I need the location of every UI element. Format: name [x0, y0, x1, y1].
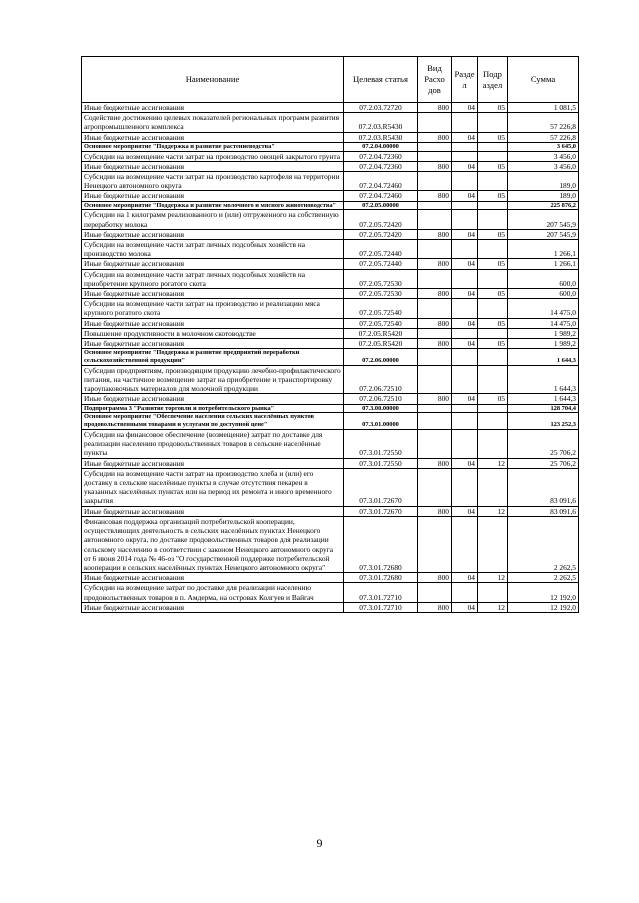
row-subsection [478, 365, 508, 394]
row-amount: 225 876,2 [508, 201, 579, 210]
row-amount: 2 262,5 [508, 573, 579, 583]
row-subsection: 05 [478, 161, 508, 171]
row-name: Субсидии на возмещение части затрат на производство картофеля на территории Ненецкого автономного округа [82, 172, 344, 191]
row-expense-type: 800 [418, 161, 452, 171]
row-section [452, 151, 478, 161]
row-amount: 128 704,4 [508, 404, 579, 413]
table-row [82, 328, 579, 338]
row-section [452, 328, 478, 338]
row-expense-type [418, 240, 452, 259]
row-amount: 189,0 [508, 191, 579, 201]
row-name: Субсидии на возмещение части затрат личных подсобных хозяйств на производство молока [82, 240, 344, 259]
row-target-article: 07.3.01.72670 [344, 468, 418, 506]
row-target-article: 07.2.05.00000 [344, 201, 418, 210]
row-subsection: 05 [478, 191, 508, 201]
row-name: Иные бюджетные ассигнования [82, 602, 344, 612]
row-amount: 189,0 [508, 172, 579, 191]
row-target-article: 07.2.05.72420 [344, 229, 418, 239]
row-section: 04 [452, 458, 478, 468]
row-amount: 25 706,2 [508, 430, 579, 459]
table-row [82, 103, 579, 113]
table-row [82, 602, 579, 612]
header-target-article: Целевая статья [344, 57, 418, 103]
row-name: Иные бюджетные ассигнования [82, 573, 344, 583]
row-section [452, 365, 478, 394]
row-subsection [478, 240, 508, 259]
row-expense-type [418, 516, 452, 572]
page-number: 9 [316, 836, 323, 850]
row-expense-type [418, 151, 452, 161]
row-subsection [478, 430, 508, 459]
row-section: 04 [452, 229, 478, 239]
row-expense-type [418, 583, 452, 602]
row-expense-type: 800 [418, 506, 452, 516]
table-row [82, 404, 579, 413]
row-name: Основное мероприятие "Обеспечение населения сельских населённых пунктов продовольственными товарами и услугами по доступной цене" [82, 413, 344, 430]
row-name: Иные бюджетные ассигнования [82, 318, 344, 328]
row-section: 04 [452, 289, 478, 299]
row-name: Основное мероприятие "Поддержка и развитие молочного и мясного животноводства" [82, 201, 344, 210]
row-expense-type: 800 [418, 602, 452, 612]
row-amount: 83 091,6 [508, 468, 579, 506]
row-subsection [478, 201, 508, 210]
row-target-article: 07.3.01.72550 [344, 430, 418, 459]
row-section [452, 269, 478, 288]
row-expense-type: 800 [418, 259, 452, 269]
row-expense-type: 800 [418, 394, 452, 404]
row-name: Иные бюджетные ассигнования [82, 103, 344, 113]
row-name: Повышение продуктивности в молочном скотоводстве [82, 328, 344, 338]
table-row [82, 339, 579, 349]
row-subsection: 05 [478, 103, 508, 113]
row-name: Иные бюджетные ассигнования [82, 339, 344, 349]
table-row [82, 583, 579, 602]
row-section [452, 468, 478, 506]
table-row [82, 151, 579, 161]
row-subsection [478, 583, 508, 602]
row-name: Субсидии на возмещение части затрат на производство и реализацию мяса крупного рогатого скота [82, 299, 344, 318]
row-expense-type [418, 172, 452, 191]
table-row [82, 161, 579, 171]
row-name: Иные бюджетные ассигнования [82, 259, 344, 269]
row-amount: 83 091,6 [508, 506, 579, 516]
row-section [452, 516, 478, 572]
row-section [452, 299, 478, 318]
row-expense-type [418, 349, 452, 366]
row-amount: 12 192,0 [508, 583, 579, 602]
row-subsection [478, 269, 508, 288]
row-name: Иные бюджетные ассигнования [82, 191, 344, 201]
row-target-article: 07.2.05.72440 [344, 259, 418, 269]
row-target-article: 07.2.06.72510 [344, 365, 418, 394]
row-section [452, 413, 478, 430]
row-amount: 1 266,1 [508, 259, 579, 269]
row-expense-type: 800 [418, 318, 452, 328]
table-row [82, 240, 579, 259]
table-row [82, 349, 579, 366]
row-expense-type [418, 413, 452, 430]
row-expense-type: 800 [418, 339, 452, 349]
table-row [82, 201, 579, 210]
row-expense-type [418, 404, 452, 413]
row-subsection: 05 [478, 259, 508, 269]
table-row [82, 413, 579, 430]
row-name: Основное мероприятие "Поддержка и развитие растениеводства" [82, 142, 344, 151]
table-row [82, 259, 579, 269]
row-section: 04 [452, 339, 478, 349]
table-row [82, 458, 579, 468]
budget-table [81, 56, 579, 613]
table-row [82, 142, 579, 151]
row-expense-type [418, 365, 452, 394]
row-amount: 2 262,5 [508, 516, 579, 572]
row-amount: 1 989,2 [508, 328, 579, 338]
row-expense-type: 800 [418, 103, 452, 113]
row-subsection: 12 [478, 506, 508, 516]
row-subsection [478, 516, 508, 572]
row-amount: 123 252,3 [508, 413, 579, 430]
row-section [452, 349, 478, 366]
row-target-article: 07.2.04.72460 [344, 172, 418, 191]
row-expense-type: 800 [418, 191, 452, 201]
row-section: 04 [452, 161, 478, 171]
row-target-article: 07.3.01.72670 [344, 506, 418, 516]
row-subsection [478, 328, 508, 338]
row-target-article: 07.2.03.R5430 [344, 132, 418, 142]
row-subsection [478, 404, 508, 413]
row-name: Иные бюджетные ассигнования [82, 506, 344, 516]
table-row [82, 113, 579, 132]
row-amount: 1 081,5 [508, 103, 579, 113]
row-section [452, 583, 478, 602]
table-row [82, 269, 579, 288]
table-row [82, 468, 579, 506]
table-row [82, 289, 579, 299]
row-name: Финансовая поддержка организаций потребительской кооперации, осуществляющих деятельность в сельских населённых пунктах Ненецкого автономного округа, по доставке продовольственных товаров для реализации сельскому населению в соответствии с законом Ненецкого автономного округа от 6 июня 2014 года № 46-оз "О государственной поддержке потребительской кооперации в сельских населённых пунктах Ненецкого автономного округа" [82, 516, 344, 572]
row-target-article: 07.3.01.72550 [344, 458, 418, 468]
row-expense-type [418, 430, 452, 459]
table-body [82, 103, 579, 613]
row-subsection [478, 299, 508, 318]
row-subsection: 05 [478, 132, 508, 142]
header-name: Наименование [82, 57, 344, 103]
row-subsection: 12 [478, 458, 508, 468]
row-subsection [478, 349, 508, 366]
row-name: Иные бюджетные ассигнования [82, 458, 344, 468]
table-row [82, 365, 579, 394]
table-row [82, 191, 579, 201]
row-subsection: 05 [478, 289, 508, 299]
row-subsection: 05 [478, 339, 508, 349]
header-section: Разде л [452, 57, 478, 103]
row-section [452, 210, 478, 229]
row-subsection [478, 210, 508, 229]
row-subsection [478, 151, 508, 161]
row-subsection: 12 [478, 573, 508, 583]
table-row [82, 430, 579, 459]
table-row [82, 172, 579, 191]
header-amount: Сумма [508, 57, 579, 103]
row-expense-type [418, 201, 452, 210]
row-amount: 1 644,3 [508, 365, 579, 394]
row-target-article: 07.2.03.72720 [344, 103, 418, 113]
row-amount: 1 266,1 [508, 240, 579, 259]
row-amount: 3 456,0 [508, 161, 579, 171]
row-section: 04 [452, 132, 478, 142]
table-row [82, 573, 579, 583]
row-target-article: 07.2.06.72510 [344, 394, 418, 404]
row-amount: 600,0 [508, 289, 579, 299]
row-name: Содействие достижению целевых показателей региональных программ развития агропромышленного комплекса [82, 113, 344, 132]
row-target-article: 07.3.01.72680 [344, 516, 418, 572]
row-target-article: 07.2.03.R5430 [344, 113, 418, 132]
row-expense-type [418, 468, 452, 506]
row-subsection [478, 113, 508, 132]
row-target-article: 07.2.05.72540 [344, 299, 418, 318]
row-subsection: 12 [478, 602, 508, 612]
row-amount: 1 644,3 [508, 394, 579, 404]
row-expense-type [418, 142, 452, 151]
row-expense-type [418, 210, 452, 229]
row-amount: 57 226,8 [508, 113, 579, 132]
row-expense-type: 800 [418, 289, 452, 299]
row-target-article: 07.3.01.72710 [344, 583, 418, 602]
row-amount: 25 706,2 [508, 458, 579, 468]
row-target-article: 07.2.05.72440 [344, 240, 418, 259]
row-amount: 600,0 [508, 269, 579, 288]
row-target-article: 07.3.01.72710 [344, 602, 418, 612]
row-amount: 57 226,8 [508, 132, 579, 142]
row-target-article: 07.3.01.72680 [344, 573, 418, 583]
row-amount: 14 475,0 [508, 299, 579, 318]
row-expense-type: 800 [418, 458, 452, 468]
row-amount: 12 192,0 [508, 602, 579, 612]
row-section: 04 [452, 602, 478, 612]
table-header [82, 57, 579, 103]
row-section: 04 [452, 103, 478, 113]
row-subsection: 05 [478, 318, 508, 328]
row-name: Субсидии на финансовое обеспечение (возмещение) затрат по доставке для реализации населению продовольственных товаров в сельские населённые пункты [82, 430, 344, 459]
row-amount: 3 456,0 [508, 151, 579, 161]
table-row [82, 132, 579, 142]
table-row [82, 318, 579, 328]
row-section [452, 201, 478, 210]
table-row [82, 506, 579, 516]
row-name: Иные бюджетные ассигнования [82, 289, 344, 299]
row-name: Субсидии на 1 килограмм реализованного и (или) отгруженного на собственную переработку молока [82, 210, 344, 229]
row-section [452, 172, 478, 191]
row-amount: 207 545,9 [508, 210, 579, 229]
row-expense-type: 800 [418, 573, 452, 583]
row-target-article: 07.2.05.72530 [344, 289, 418, 299]
row-subsection: 05 [478, 229, 508, 239]
row-amount: 1 644,3 [508, 349, 579, 366]
row-name: Субсидии на возмещение части затрат личных подсобных хозяйств на приобретение крупного рогатого скота [82, 269, 344, 288]
row-section: 04 [452, 318, 478, 328]
row-target-article: 07.2.04.72460 [344, 191, 418, 201]
table-row [82, 299, 579, 318]
table-row [82, 394, 579, 404]
row-section: 04 [452, 506, 478, 516]
row-name: Иные бюджетные ассигнования [82, 394, 344, 404]
row-subsection [478, 172, 508, 191]
row-amount: 207 545,9 [508, 229, 579, 239]
row-amount: 3 645,0 [508, 142, 579, 151]
row-expense-type: 800 [418, 132, 452, 142]
row-target-article: 07.2.04.72360 [344, 151, 418, 161]
row-expense-type [418, 113, 452, 132]
row-section [452, 430, 478, 459]
header-expense-type: Вид Расхо дов [418, 57, 452, 103]
row-name: Подпрограмма 3 "Развитие торговли и потребительского рынка" [82, 404, 344, 413]
row-name: Субсидии на возмещение затрат по доставке для реализации населению продовольственных товаров в п. Амдерма, на островах Колгуев и Вайгач [82, 583, 344, 602]
row-subsection [478, 468, 508, 506]
row-amount: 14 475,0 [508, 318, 579, 328]
row-section: 04 [452, 573, 478, 583]
row-name: Иные бюджетные ассигнования [82, 229, 344, 239]
row-section [452, 240, 478, 259]
row-subsection: 05 [478, 394, 508, 404]
row-section: 04 [452, 191, 478, 201]
row-name: Иные бюджетные ассигнования [82, 132, 344, 142]
row-expense-type: 800 [418, 229, 452, 239]
row-name: Основное мероприятие "Поддержка и развитие предприятий переработки сельскохозяйственной продукции" [82, 349, 344, 366]
row-target-article: 07.2.05.72420 [344, 210, 418, 229]
row-amount: 1 989,2 [508, 339, 579, 349]
row-target-article: 07.2.04.72360 [344, 161, 418, 171]
row-target-article: 07.3.01.00000 [344, 413, 418, 430]
row-section: 04 [452, 394, 478, 404]
row-subsection [478, 413, 508, 430]
row-name: Субсидии предприятиям, производящим продукцию лечебно-профилактического питания, на частичное возмещение затрат на приобретение и транспортировку тароупаковочных материалов для молочной продукции [82, 365, 344, 394]
row-target-article: 07.2.04.00000 [344, 142, 418, 151]
row-target-article: 07.2.05.72530 [344, 269, 418, 288]
row-target-article: 07.3.00.00000 [344, 404, 418, 413]
row-target-article: 07.2.05.72540 [344, 318, 418, 328]
row-name: Субсидии на возмещение части затрат на производство хлеба и (или) его доставку в сельские населённые пункты в случае отсутствия пекарен в указанных населённых пунктах или на период их ремонта и иного временного закрытия [82, 468, 344, 506]
table-row [82, 516, 579, 572]
table-row [82, 210, 579, 229]
row-section: 04 [452, 259, 478, 269]
table-row [82, 229, 579, 239]
row-target-article: 07.2.05.R5420 [344, 328, 418, 338]
row-expense-type [418, 269, 452, 288]
header-subsection: Подр аздел [478, 57, 508, 103]
row-expense-type [418, 328, 452, 338]
row-section [452, 113, 478, 132]
row-target-article: 07.2.06.00000 [344, 349, 418, 366]
row-expense-type [418, 299, 452, 318]
row-section [452, 142, 478, 151]
row-target-article: 07.2.05.R5420 [344, 339, 418, 349]
row-name: Субсидии на возмещение части затрат на производство овощей закрытого грунта [82, 151, 344, 161]
row-section [452, 404, 478, 413]
row-subsection [478, 142, 508, 151]
row-name: Иные бюджетные ассигнования [82, 161, 344, 171]
